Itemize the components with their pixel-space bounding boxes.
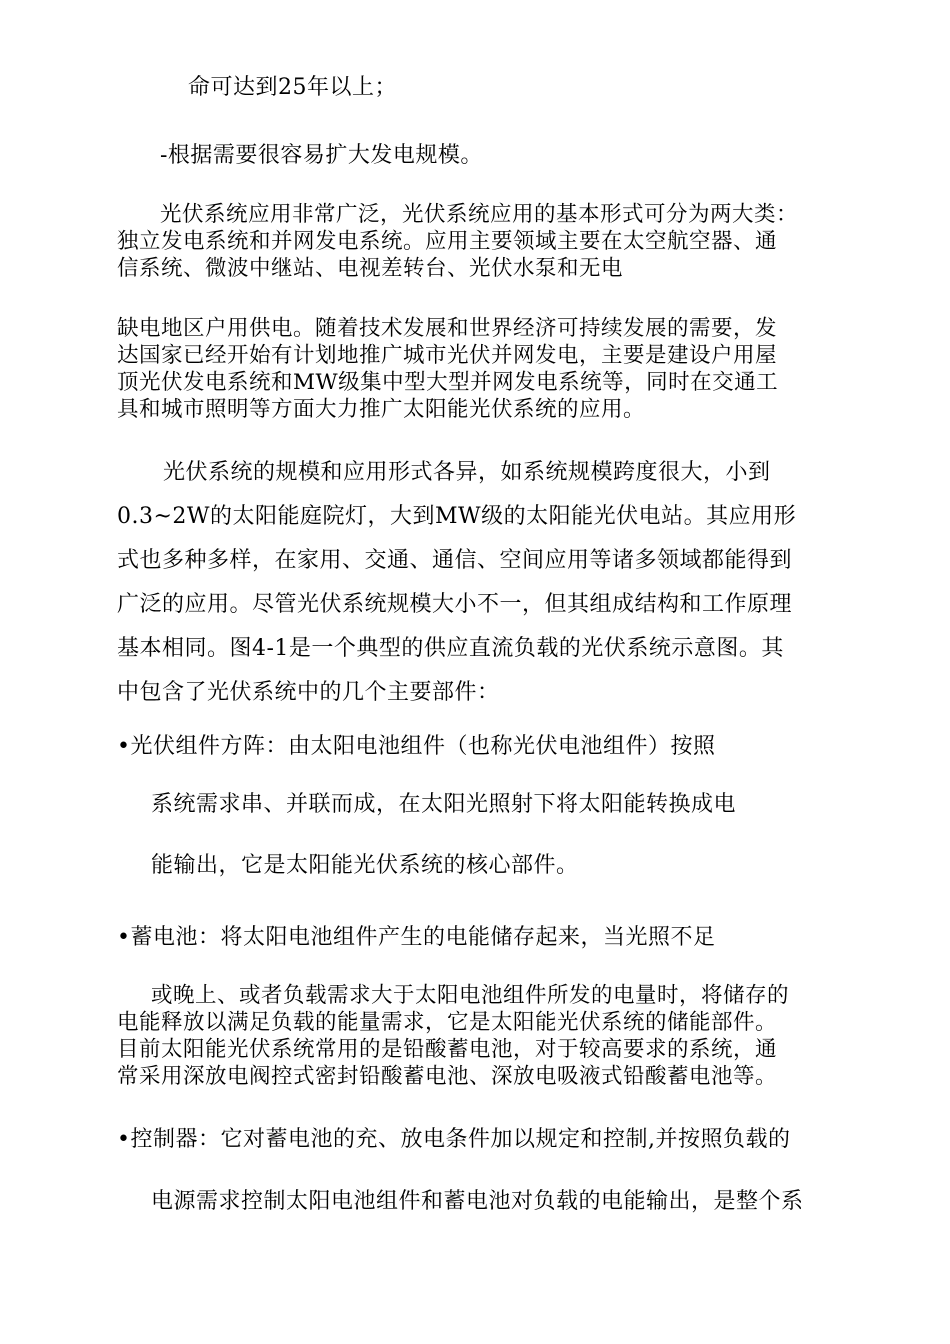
text-line: 常采用深放电阀控式密封铅酸蓄电池、深放电吸液式铅酸蓄电池等。: [117, 1064, 778, 1089]
list-item: •蓄电池：将太阳电池组件产生的电能储存起来，当光照不足: [117, 925, 716, 950]
text-line: 达国家已经开始有计划地推广城市光伏并网发电，主要是建设户用屋: [117, 343, 778, 368]
text-line: 顶光伏发电系统和MW级集中型大型并网发电系统等，同时在交通工: [117, 370, 779, 395]
text-line: -根据需要很容易扩大发电规模。: [160, 143, 483, 168]
text-line: 电源需求控制太阳电池组件和蓄电池对负载的电能输出，是整个系: [151, 1189, 804, 1214]
text-line: 基本相同。图4-1是一个典型的供应直流负载的光伏系统示意图。其: [117, 636, 784, 661]
text-line: 光伏系统的规模和应用形式各异，如系统规模跨度很大，小到: [163, 460, 771, 485]
text-line: 中包含了光伏系统中的几个主要部件：: [117, 680, 500, 705]
text-line: 或晚上、或者负载需求大于太阳电池组件所发的电量时，将储存的: [151, 983, 790, 1008]
list-item: •控制器：它对蓄电池的充、放电条件加以规定和控制,并按照负载的: [117, 1127, 791, 1152]
text-line: 系统需求串、并联而成，在太阳光照射下将太阳能转换成电: [151, 792, 737, 817]
text-line: 具和城市照明等方面大力推广太阳能光伏系统的应用。: [117, 397, 646, 422]
text-line: 0.3~2W的太阳能庭院灯，大到MW级的太阳能光伏电站。其应用形: [117, 504, 797, 529]
text-line: 缺电地区户用供电。随着技术发展和世界经济可持续发展的需要，发: [117, 316, 778, 341]
list-item: •光伏组件方阵：由太阳电池组件（也称光伏电池组件）按照: [117, 734, 716, 759]
text-line: 独立发电系统和并网发电系统。应用主要领域主要在太空航空器、通: [117, 229, 778, 254]
text-line: 光伏系统应用非常广泛，光伏系统应用的基本形式可分为两大类：: [160, 202, 799, 227]
text-line: 式也多种多样，在家用、交通、通信、空间应用等诸多领域都能得到: [117, 548, 793, 573]
text-line: 广泛的应用。尽管光伏系统规模大小不一，但其组成结构和工作原理: [117, 592, 793, 617]
text-line: 能输出，它是太阳能光伏系统的核心部件。: [151, 853, 579, 878]
text-line: 信系统、微波中继站、电视差转台、光伏水泵和无电: [117, 256, 624, 281]
text-line: 目前太阳能光伏系统常用的是铅酸蓄电池，对于较高要求的系统，通: [117, 1037, 778, 1062]
text-line: 命可达到25年以上；: [188, 75, 397, 100]
text-line: 电能释放以满足负载的能量需求，它是太阳能光伏系统的储能部件。: [117, 1010, 778, 1035]
